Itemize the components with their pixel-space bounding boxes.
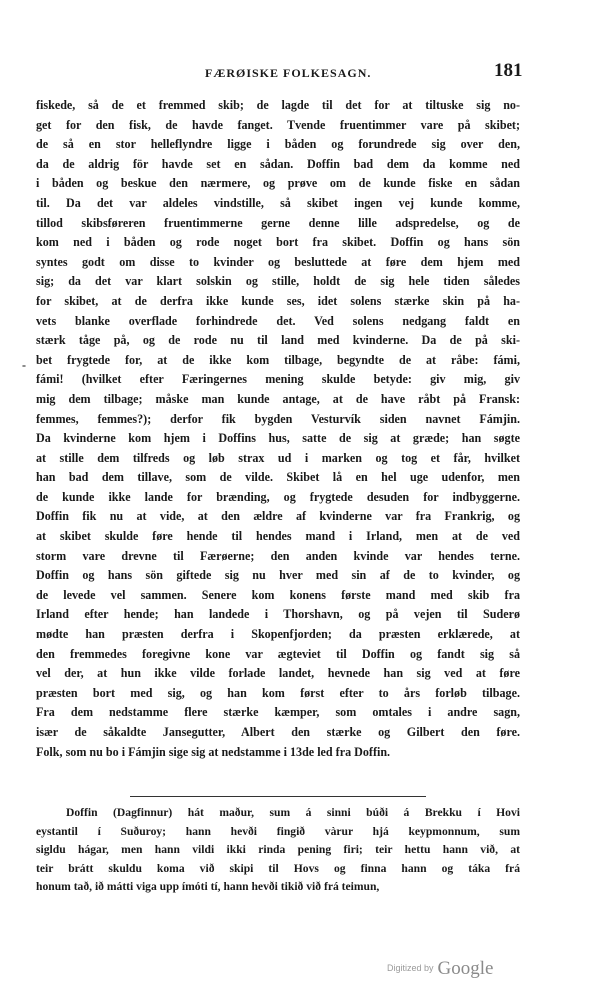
- text-line: han bad dem tillave, som de vilde. Skibet lå en hel uge udenfor, men: [36, 470, 520, 485]
- text-line: mødte han præsten derfra i Skopenfjorden; da præsten erklærede, at: [36, 627, 520, 642]
- main-text-block: [36, 96, 520, 762]
- text-line: de levede vel sammen. Senere kom konens første mand med skib fra: [36, 587, 520, 602]
- text-line: Doffin og hans sön giftede sig nu hver med sin af de to kvinder, og: [36, 568, 520, 583]
- text-line: Da kvinderne kom hjem i Doffins hus, satte de sig at græde; han søgte: [36, 431, 520, 446]
- page-number: 181: [494, 60, 523, 81]
- text-line: præsten bort med sig, og han kom først efter to års forløb tilbage.: [36, 685, 520, 700]
- text-line: fiskede, så de et fremmed skib; de lagde til det for at tiltuske sig no-: [36, 98, 520, 112]
- text-line: i båden og beskue den nærmere, og prøve om de kunde fiske en sådan: [36, 176, 520, 191]
- text-line: især de såkaldte Jansegutter, Albert den stærke og Gilbert den føre.: [36, 725, 520, 739]
- footnote-line: eystantil í Suðuroy; hann hevði fingið vàrur hjá keypmonnum, sum: [36, 824, 520, 838]
- text-line: for skibet, at de derfra ikke kunde ses, idet solens stærke skin på ha-: [36, 293, 520, 308]
- text-line: Folk, som nu bo i Fámjin sige sig at nedstamme i 13de led fra Doffin.: [36, 744, 391, 759]
- text-line: mig dem tilbage; måske man kunde antage, at de have råbt på Fransk:: [36, 391, 520, 406]
- text-line: da de aldrig för havde set en sådan. Doffin bad dem da komme ned: [36, 156, 520, 171]
- text-line: tillod skibsføreren fruentimmerne gerne denne lille adspredelse, og de: [36, 215, 520, 230]
- text-line: storm vare drevne til Færøerne; den anden kvinde var hendes terne.: [36, 548, 520, 563]
- footnote-line: Doffin (Dagfinnur) hát maður, sum á sinni búði á Brekku í Hovi: [66, 806, 520, 819]
- text-line: sig; da det var klart solskin og stille, holdt de sig hele tiden således: [36, 274, 520, 289]
- text-line: de så en stor helleflyndre ligge i båden og forundrede sig over den,: [36, 137, 520, 152]
- google-logo: Google: [437, 958, 494, 979]
- footnote-line: teir brátt skuldu koma við skipi til Hovs og finna hann og táka frá: [36, 861, 520, 875]
- digitized-watermark: [387, 958, 493, 980]
- footnote-line: sigldu hágar, men hann vildi ikki rinda pening firi; teir hettu hann við, at: [36, 843, 520, 857]
- running-title: FÆRØISKE FOLKESAGN.: [205, 66, 372, 80]
- text-line: bet frygtede for, at de ikke kom tilbage, begyndte de at råbe: fámi,: [36, 352, 520, 367]
- margin-mark: -: [22, 358, 26, 372]
- text-line: at skibet skulde føre hende til hendes mand i Irland, men at de ved: [36, 529, 520, 544]
- text-line: femmes, femmes?); derfor fik bygden Vesturvík siden navnet Fámjin.: [36, 411, 520, 426]
- text-line: Irland efter hende; han landede i Thorshavn, og på vejen til Suderø: [36, 607, 520, 622]
- text-line: den fremmedes foregivne kone var ægteviet til Doffin og fandt sig så: [36, 646, 520, 661]
- text-line: vel der, at hun ikke vilde forlade landet, hevnede han sig ved at føre: [36, 666, 520, 681]
- text-line: de kunde ikke lande for brænding, og frygtede desuden for indbyggerne.: [36, 489, 520, 504]
- text-line: vets blanke overflade forhindrede det. Ved solens nedgang faldt en: [36, 313, 520, 328]
- footnote-block: [36, 804, 520, 897]
- text-line: stærk tåge på, og de rode nu til land med kvinderne. Da de på ski-: [36, 333, 520, 348]
- text-line: til. Da det var aldeles vindstille, så skibet ingen vej kunde komme,: [36, 195, 520, 210]
- text-line: kom ned i båden og rode noget bort fra skibet. Doffin og hans sön: [36, 235, 520, 250]
- text-line: syntes godt om disse to kvinder og besluttede at føre dem hjem med: [36, 254, 520, 269]
- text-line: at stille dem tilfreds og løb strax ud i marken og tog et får, hvilket: [36, 450, 520, 465]
- text-line: fámi! (hvilket efter Færingernes mening skulde betyde: giv mig, giv: [36, 372, 520, 387]
- footnote-line: honum tað, ið mátti viga upp ímóti tí, hann hevði tikið við frá teimun,: [36, 880, 380, 894]
- text-line: Doffin fik nu at vide, at den ældre af kvinderne var fra Frankrig, og: [36, 509, 520, 524]
- text-line: get for den fisk, de havde fanget. Tvende fruentimmer vare på skibet;: [36, 117, 520, 132]
- footnote-divider: [130, 796, 426, 797]
- watermark-prefix: Digitized by: [387, 963, 434, 973]
- text-line: Fra dem nedstamme flere stærke kæmper, som omtales i andre sagn,: [36, 705, 520, 720]
